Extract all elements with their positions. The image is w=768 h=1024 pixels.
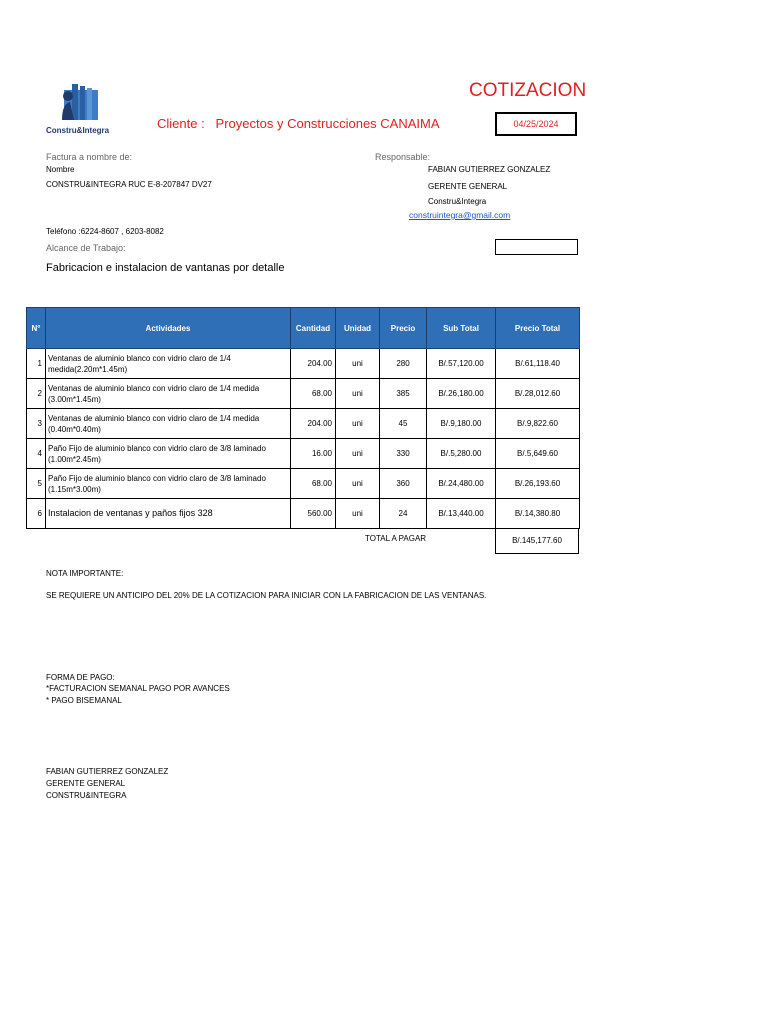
client-label: Cliente : xyxy=(157,116,205,131)
cell-n: 6 xyxy=(27,499,46,529)
cell-precio: 330 xyxy=(380,439,427,469)
company-ruc: CONSTRU&INTEGRA RUC E-8-207847 DV27 xyxy=(46,180,212,189)
nota-title: NOTA IMPORTANTE: xyxy=(46,569,124,578)
header-precio-total: Precio Total xyxy=(496,308,580,349)
factura-label: Factura a nombre de: xyxy=(46,152,133,162)
responsable-role: GERENTE GENERAL xyxy=(428,182,508,191)
company-logo xyxy=(44,80,124,138)
building-logo-icon xyxy=(44,80,124,126)
header-actividades: Actividades xyxy=(46,308,291,349)
cell-unidad: uni xyxy=(336,409,380,439)
total-label: TOTAL A PAGAR xyxy=(365,534,427,543)
cell-cantidad: 560.00 xyxy=(291,499,336,529)
cell-unidad: uni xyxy=(336,469,380,499)
cell-subtotal: B/.24,480.00 xyxy=(427,469,496,499)
cell-subtotal: B/.26,180.00 xyxy=(427,379,496,409)
cell-subtotal: B/.13,440.00 xyxy=(427,499,496,529)
cell-cantidad: 16.00 xyxy=(291,439,336,469)
alcance-text: Fabricacion e instalacion de vantanas por detalle xyxy=(46,262,285,274)
header-subtotal: Sub Total xyxy=(427,308,496,349)
responsable-name: FABIAN GUTIERREZ GONZALEZ xyxy=(428,165,551,174)
alcance-label: Alcance de Trabajo: xyxy=(46,243,126,253)
responsable-email-link[interactable]: construintegra@gmail.com xyxy=(409,210,511,220)
cell-precio: 360 xyxy=(380,469,427,499)
cell-cantidad: 204.00 xyxy=(291,409,336,439)
cell-cantidad: 68.00 xyxy=(291,379,336,409)
cell-unidad: uni xyxy=(336,439,380,469)
cell-actividad: Ventanas de aluminio blanco con vidrio claro de 1/4 medida(2.20m*1.45m) xyxy=(46,349,291,379)
responsable-label: Responsable: xyxy=(375,152,431,162)
cell-n: 1 xyxy=(27,349,46,379)
empty-box xyxy=(495,239,578,255)
header-cantidad: Cantidad xyxy=(291,308,336,349)
cell-precio: 45 xyxy=(380,409,427,439)
header-unidad: Unidad xyxy=(336,308,380,349)
table-row xyxy=(27,349,580,379)
nombre-label: Nombre xyxy=(46,165,75,174)
cell-unidad: uni xyxy=(336,379,380,409)
cell-n: 4 xyxy=(27,439,46,469)
client-name: Proyectos y Construcciones CANAIMA xyxy=(215,116,440,131)
total-value: B/.145,177.60 xyxy=(495,528,579,554)
cell-precio: 24 xyxy=(380,499,427,529)
cell-total: B/.5,649.60 xyxy=(496,439,580,469)
document-title: COTIZACION xyxy=(469,80,587,101)
forma-item-1: *FACTURACION SEMANAL PAGO POR AVANCES xyxy=(46,684,230,693)
forma-item-2: * PAGO BISEMANAL xyxy=(46,696,122,705)
cell-n: 2 xyxy=(27,379,46,409)
logo-text: Constru&Integra xyxy=(46,126,110,135)
cell-n: 3 xyxy=(27,409,46,439)
cell-total: B/.61,118.40 xyxy=(496,349,580,379)
table-row xyxy=(27,439,580,469)
table-row xyxy=(27,469,580,499)
cell-total: B/.26,193.60 xyxy=(496,469,580,499)
table-header-row xyxy=(27,308,580,349)
cell-actividad: Paño Fijo de aluminio blanco con vidrio claro de 3/8 laminado (1.00m*2.45m) xyxy=(46,439,291,469)
cell-cantidad: 204.00 xyxy=(291,349,336,379)
table-row xyxy=(27,499,580,529)
cell-subtotal: B/.57,120.00 xyxy=(427,349,496,379)
cell-total: B/.28,012.60 xyxy=(496,379,580,409)
signature-name: FABIAN GUTIERREZ GONZALEZ xyxy=(46,767,169,776)
cell-cantidad: 68.00 xyxy=(291,469,336,499)
table-row xyxy=(27,379,580,409)
cell-total: B/.9,822.60 xyxy=(496,409,580,439)
quote-table xyxy=(26,307,580,529)
signature-role: GERENTE GENERAL xyxy=(46,779,126,788)
cell-n: 5 xyxy=(27,469,46,499)
cell-actividad: Paño Fijo de aluminio blanco con vidrio claro de 3/8 laminado (1.15m*3.00m) xyxy=(46,469,291,499)
cell-precio: 280 xyxy=(380,349,427,379)
nota-text: SE REQUIERE UN ANTICIPO DEL 20% DE LA COTIZACION PARA INICIAR CON LA FABRICACION DE LAS VENTANAS. xyxy=(46,591,487,600)
cell-actividad: Ventanas de aluminio blanco con vidrio claro de 1/4 medida (3.00m*1.45m) xyxy=(46,379,291,409)
table-row xyxy=(27,409,580,439)
cell-actividad: Instalacion de ventanas y paños fijos 328 xyxy=(46,499,291,529)
cell-precio: 385 xyxy=(380,379,427,409)
header-precio: Precio xyxy=(380,308,427,349)
forma-title: FORMA DE PAGO: xyxy=(46,673,115,682)
header-n: N° xyxy=(27,308,46,349)
cell-unidad: uni xyxy=(336,499,380,529)
signature-company: CONSTRU&INTEGRA xyxy=(46,791,127,800)
telefono: Teléfono :6224-8607 , 6203-8082 xyxy=(46,227,164,236)
cell-total: B/.14,380.80 xyxy=(496,499,580,529)
cell-actividad: Ventanas de aluminio blanco con vidrio claro de 1/4 medida (0.40m*0.40m) xyxy=(46,409,291,439)
cell-subtotal: B/.9,180.00 xyxy=(427,409,496,439)
responsable-company: Constru&Integra xyxy=(428,197,487,206)
cell-unidad: uni xyxy=(336,349,380,379)
cell-subtotal: B/.5,280.00 xyxy=(427,439,496,469)
client-line xyxy=(157,116,440,131)
date-box: 04/25/2024 xyxy=(495,112,577,136)
